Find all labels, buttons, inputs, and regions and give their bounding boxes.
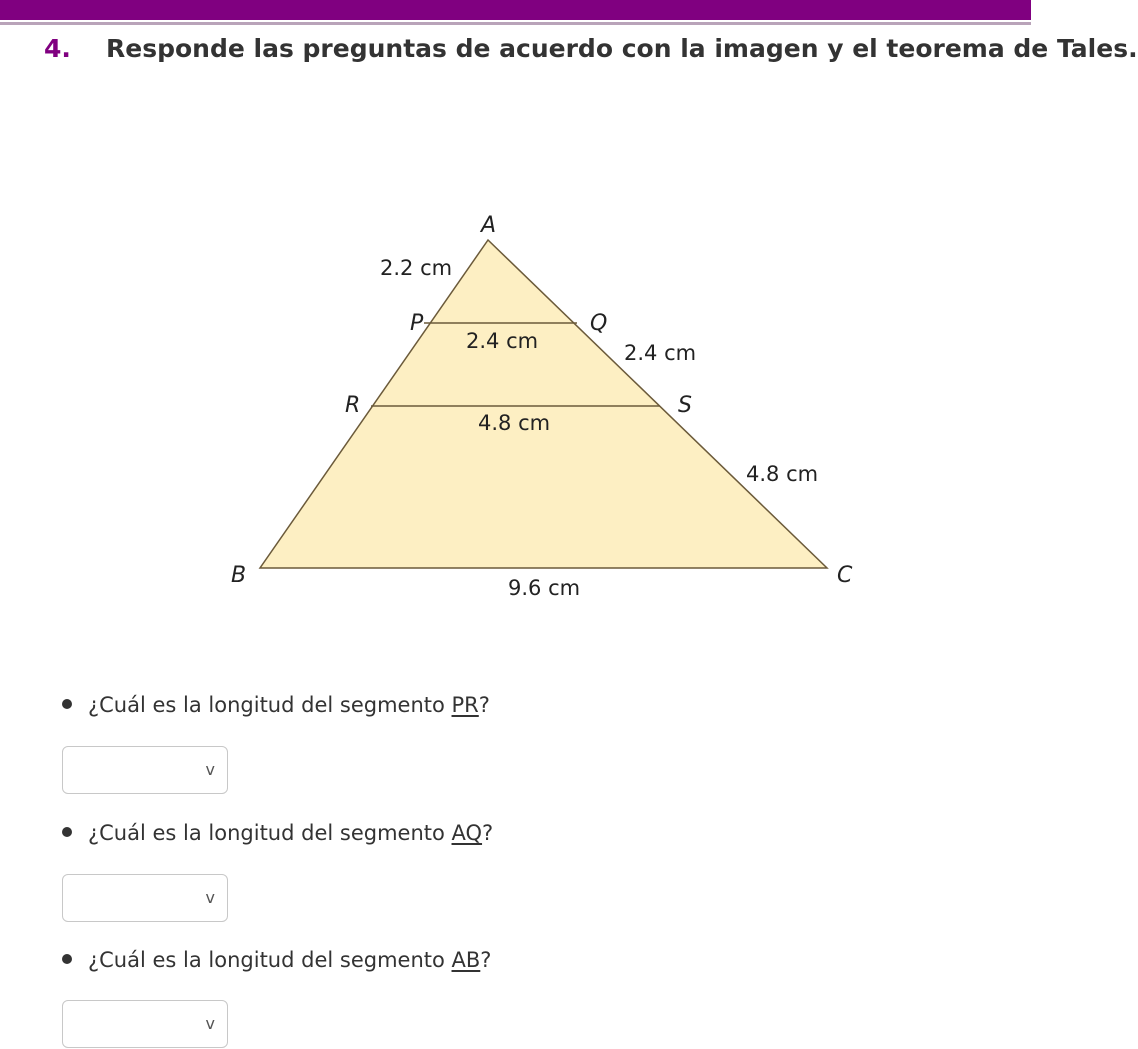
chevron-down-icon: v [205, 888, 215, 907]
chevron-down-icon: v [205, 760, 215, 779]
question-mark: ? [478, 693, 490, 717]
measure-rs: 4.8 cm [478, 411, 551, 435]
question-text: ¿Cuál es la longitud del segmento [88, 821, 452, 845]
vertex-label-a: A [481, 213, 497, 238]
bullet-icon [62, 954, 72, 964]
measure-bc: 9.6 cm [508, 576, 581, 600]
vertex-label-s: S [678, 393, 692, 418]
segment-name: PR [451, 693, 479, 717]
bullet-icon [62, 827, 72, 837]
question-pr [62, 693, 490, 717]
vertex-label-p: P [410, 311, 424, 336]
question-text: ¿Cuál es la longitud del segmento [88, 693, 452, 717]
segment-name: AQ [451, 821, 483, 845]
segment-name: AB [451, 948, 481, 972]
vertex-label-c: C [837, 563, 853, 588]
measure-ap: 2.2 cm [380, 256, 453, 280]
vertex-label-r: R [345, 393, 361, 418]
question-mark: ? [480, 948, 492, 972]
bullet-icon [62, 699, 72, 709]
measure-sc: 4.8 cm [746, 462, 819, 486]
answer-dropdown-pr[interactable] [62, 746, 228, 794]
question-text: ¿Cuál es la longitud del segmento [88, 948, 452, 972]
vertex-label-b: B [231, 563, 247, 588]
exercise-number: 4. [44, 34, 71, 63]
chevron-down-icon: v [205, 1014, 215, 1033]
answer-dropdown-aq[interactable] [62, 874, 228, 922]
question-mark: ? [482, 821, 494, 845]
measure-qs: 2.4 cm [624, 341, 697, 365]
vertex-label-q: Q [590, 311, 608, 336]
question-ab [62, 948, 491, 972]
question-aq [62, 821, 493, 845]
exercise-instruction: Responde las preguntas de acuerdo con la imagen y el teorema de Tales. [106, 34, 1138, 63]
answer-dropdown-ab[interactable] [62, 1000, 228, 1048]
measure-pq: 2.4 cm [466, 329, 539, 353]
